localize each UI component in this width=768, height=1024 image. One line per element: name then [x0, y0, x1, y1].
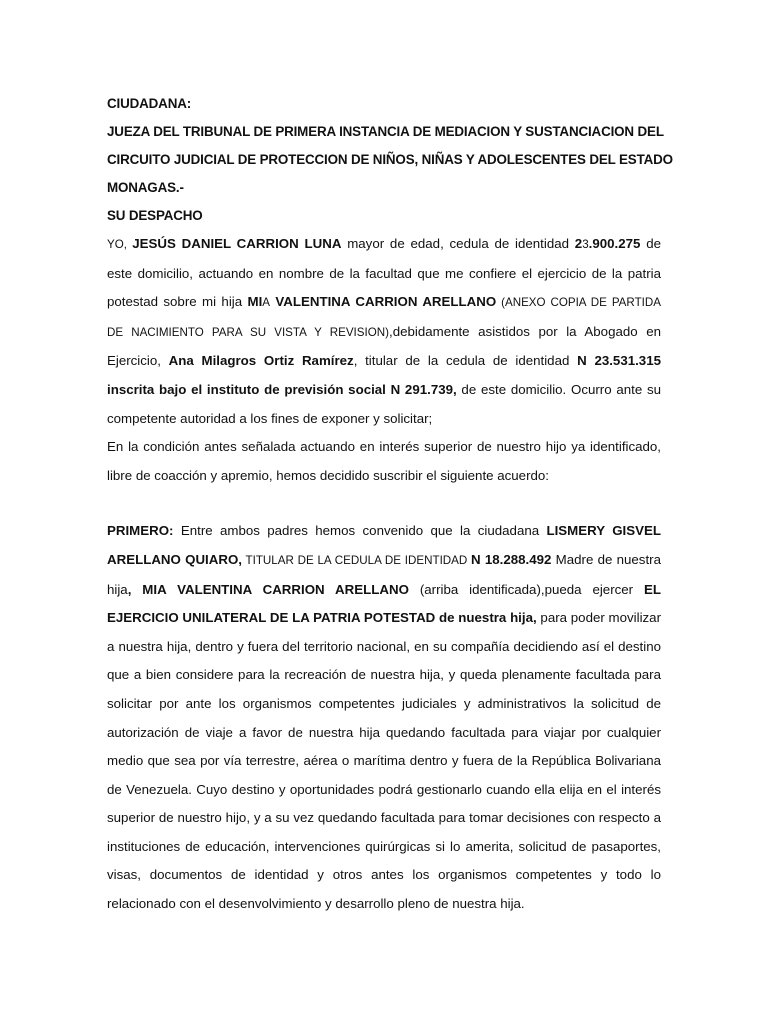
intro-text-2: de este domicilio, actuando en nombre de la facultad que me confiere el ejercicio de la patria potestad sobre mi hija — [107, 236, 661, 310]
father-name: JESÚS DANIEL CARRION LUNA — [132, 236, 342, 251]
addressee-line-5: SU DESPACHO — [107, 208, 203, 223]
intro-text-3: ,debidamente asistidos por la Abogado en Ejercicio, — [107, 323, 662, 369]
condition-paragraph: En la condición antes señalada actuando en interés superior de nuestro hijo ya identificado, libre de coacción y apremio, hemos decidido suscribir el siguiente acuerdo: — [107, 439, 661, 483]
primero-daughter-name: , MIA VALENTINA CARRION ARELLANO — [127, 581, 409, 597]
lawyer-name: Ana Milagros Ortiz Ramírez — [168, 353, 354, 369]
primero-text-2: Madre de nuestra hija — [107, 551, 661, 597]
paragraph-gap — [107, 490, 661, 517]
intro-yo: YO, — [107, 238, 133, 251]
father-id-c: .900.275 — [588, 236, 641, 251]
document-page — [107, 90, 673, 919]
lawyer-id: N 23.531.315 inscrita bajo el instituto de previsión social N 291.739, — [107, 353, 661, 397]
primero-label: PRIMERO: — [107, 523, 174, 539]
intro-text-1: mayor de edad, cedula de identidad — [341, 236, 575, 251]
ejercicio-clause: EL EJERCICIO UNILATERAL DE LA PATRIA POTESTAD de nuestra hija, — [107, 581, 661, 626]
primero-text-3: (arriba identificada),pueda ejercer — [408, 581, 644, 597]
annex-note: (ANEXO COPIA DE PARTIDA DE NACIMIENTO PARA SU VISTA Y REVISION) — [107, 296, 661, 339]
titular-text: TITULAR DE LA CEDULA DE IDENTIDAD — [241, 553, 472, 567]
primero-paragraph — [107, 517, 661, 918]
mother-id: N 18.288.492 — [471, 551, 552, 567]
addressee-line-3: CIRCUITO JUDICIAL DE PROTECCION DE NIÑOS, NIÑAS Y ADOLESCENTES DEL ESTADO — [107, 152, 673, 167]
intro-text-5: de este domicilio. Ocurro ante su competente autoridad a los fines de exponer y solicitar; — [107, 381, 661, 426]
father-id-a: 2 — [574, 236, 583, 251]
daughter-name-a: A — [262, 296, 271, 310]
mother-name: LISMERY GISVEL ARELLANO QUIARO, — [107, 523, 661, 567]
addressee-line-1: CIUDADANA: — [107, 96, 192, 111]
intro-paragraph — [107, 230, 661, 433]
addressee-line-4: MONAGAS.- — [107, 180, 184, 195]
primero-text-1: Entre ambos padres hemos convenido que la ciudadana — [173, 523, 547, 539]
addressee-block — [107, 90, 673, 230]
daughter-name-mi: MI — [247, 294, 263, 310]
daughter-name: VALENTINA CARRION ARELLANO — [270, 294, 497, 310]
primero-text-4: para poder movilizar a nuestra hija, dentro y fuera del territorio nacional, en su compañía decidiendo así el destino que a bien considere para la recreación de nuestra hija, y queda plenamente facultada para solicitar por ante los organismos competentes judiciales y administrativos la solicitud de autorización de viaje a favor de nuestra hija quedando facultada para viajar por cualquier medio que sea por vía terrestre, aérea o marítima dentro y fuera de la República Bolivariana de Venezuela. Cuyo destino y oportunidades podrá gestionarlo cuando ella elija en el interés superior de nuestro hijo, y a su vez quedando facultada para tomar decisiones con respecto a instituciones de educación, intervenciones quirúrgicas si lo amerita, solicitud de pasaportes, visas, documentos de identidad y otros antes los organismos competentes y todo lo relacionado con el desenvolvimiento y desarrollo pleno de nuestra hija. — [107, 610, 661, 912]
father-id-b: 3 — [582, 238, 589, 251]
intro-text-4: , titular de la cedula de identidad — [353, 353, 578, 369]
addressee-line-2: JUEZA DEL TRIBUNAL DE PRIMERA INSTANCIA DE MEDIACION Y SUSTANCIACION DEL — [107, 124, 664, 139]
